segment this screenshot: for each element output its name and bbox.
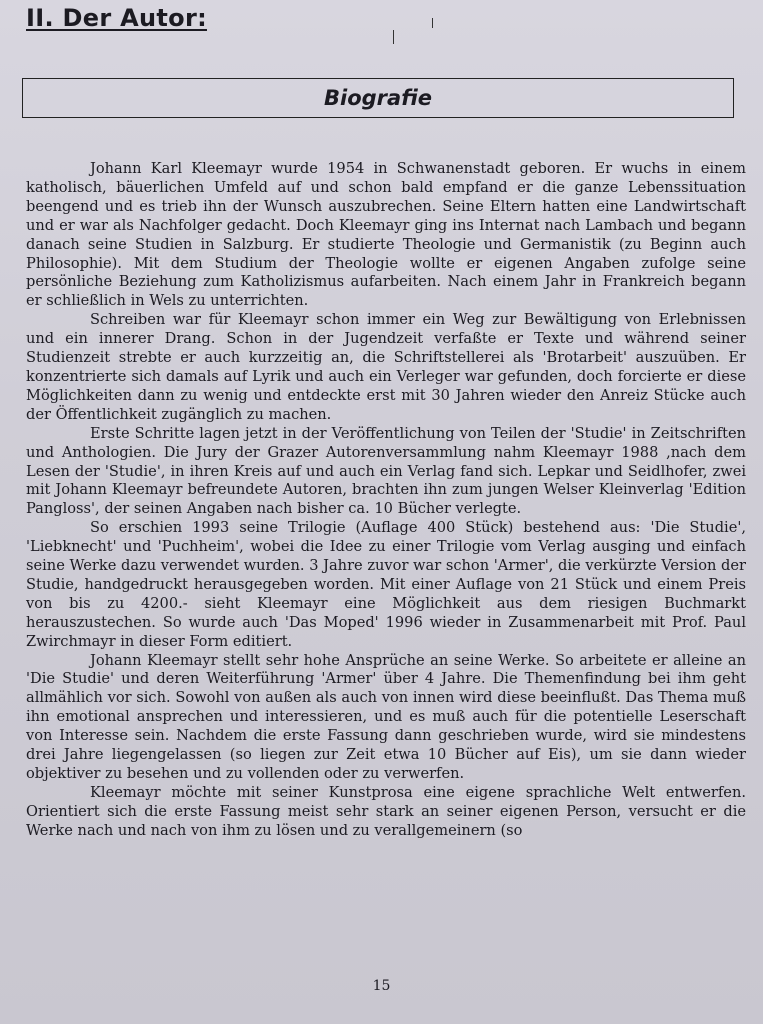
paragraph-3: Erste Schritte lagen jetzt in der Veröffentlichung von Teilen der 'Studie' in Zeitschriften und Anthologien. Die Jury der Grazer Autorenversammlung nahm Kleemayr 1988 ,nach dem Lesen der 'Studie', in ihren Kreis auf und auch ein Verlag fand sich. Lepkar und Seidlhofer, zwei mit Johann Kleemayr befreundete Autoren, brachten ihn zum jungen Welser Kleinverlag 'Edition Pangloss', der seinen Angaben nach bisher ca. 10 Bücher verlegte. xyxy=(26,424,746,518)
section-title: Biografie xyxy=(324,86,432,110)
body-text xyxy=(26,160,746,841)
paragraph-1: Johann Karl Kleemayr wurde 1954 in Schwanenstadt geboren. Er wuchs in einem katholisch, bäuerlichen Umfeld auf und schon bald empfand er die ganze Lebenssituation beengend und es trieb ihn der Wunsch auszubrechen. Seine Eltern hatten eine Landwirtschaft und er war als Nachfolger gedacht. Doch Kleemayr ging ins Internat nach Lambach und begann danach seine Studien in Salzburg. Er studierte Theologie und Germanistik (zu Beginn auch Philosophie). Mit dem Studium der Theologie wollte er eigenen Angaben zufolge seine persönliche Beziehung zum Katholizismus aufarbeiten. Nach einem Jahr in Frankreich begann er schließlich in Wels zu unterrichten. xyxy=(26,160,746,310)
scan-mark xyxy=(432,18,433,28)
paragraph-2: Schreiben war für Kleemayr schon immer ein Weg zur Bewältigung von Erlebnissen und ein innerer Drang. Schon in der Jugendzeit verfaßte er Texte und während seiner Studienzeit strebte er auch kurzzeitig an, die Schriftstellerei als 'Brotarbeit' auszuüben. Er konzentrierte sich damals auf Lyrik und auch ein Verleger war gefunden, doch forcierte er diese Möglichkeiten dann zu wenig und entdeckte erst mit 30 Jahren wieder den Anreiz Stücke auch der Öffentlichkeit zugänglich zu machen. xyxy=(26,311,746,423)
chapter-heading: II. Der Autor: xyxy=(26,4,207,32)
paragraph-6: Kleemayr möchte mit seiner Kunstprosa eine eigene sprachliche Welt entwerfen. Orientiert sich die erste Fassung meist sehr stark an seiner eigenen Person, versucht er die Werke nach und nach von ihm zu lösen und zu verallgemeinern (so xyxy=(26,783,746,839)
scan-mark xyxy=(393,30,394,44)
paragraph-4: So erschien 1993 seine Trilogie (Auflage 400 Stück) bestehend aus: 'Die Studie', 'Liebknecht' und 'Puchheim', wobei die Idee zu einer Trilogie vom Verlag ausging und einfach seine Werke dazu verwendet wurden. 3 Jahre zuvor war schon 'Armer', die verkürzte Version der Studie, handgedruckt herausgegeben worden. Mit einer Auflage von 21 Stück und einem Preis von bis zu 4200.- sieht Kleemayr eine Möglichkeit aus dem riesigen Buchmarkt herauszustechen. So wurde auch 'Das Moped' 1996 wieder in Zusammenarbeit mit Prof. Paul Zwirchmayr in dieser Form editiert. xyxy=(26,519,746,650)
paragraph-5: Johann Kleemayr stellt sehr hohe Ansprüche an seine Werke. So arbeitete er alleine an 'Die Studie' und deren Weiterführung 'Armer' über 4 Jahre. Die Themenfindung bei ihm geht allmählich vor sich. Sowohl von außen als auch von innen wird diese beeinflußt. Das Thema muß ihn emotional ansprechen und interessieren, und es muß auch für die potentielle Leserschaft von Interesse sein. Nachdem die erste Fassung dann geschrieben wurde, wird sie mindestens drei Jahre liegengelassen (so liegen zur Zeit etwa 10 Bücher auf Eis), um sie dann wieder objektiver zu besehen und zu vollenden oder zu verwerfen. xyxy=(26,651,746,782)
section-title-box xyxy=(22,78,734,118)
page-number: 15 xyxy=(372,978,391,994)
